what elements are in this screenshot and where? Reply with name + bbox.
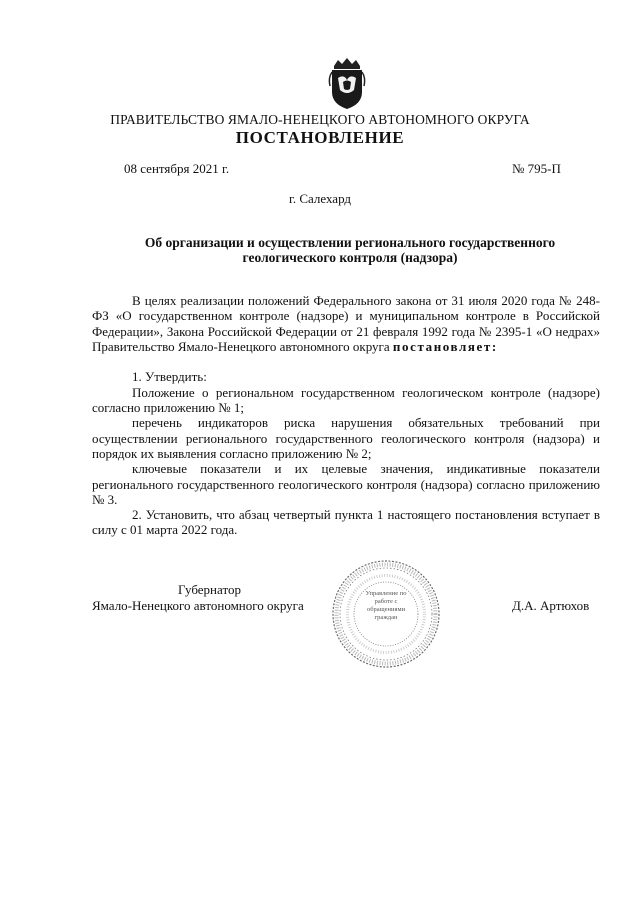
item-1-paragraph-a: Положение о региональном государственном геологическом контроле (надзоре) согласно приложению № 1; [92,384,600,416]
document-city: г. Салехард [288,191,352,206]
document-number: № 795-П [512,161,561,176]
signatory-name: Д.А. Артюхов [512,598,590,613]
document-date: 08 сентября 2021 г. [124,161,230,176]
item-2-paragraph: 2. Установить, что абзац четвертый пункта 1 настоящего постановления вступает в силу с 01 марта 2022 года. [92,507,600,538]
signatory-title: Губернатор [178,582,241,597]
seal-center-text: Управление по работе с обращениями граждан [365,590,407,621]
intro-paragraph [92,293,600,354]
document-subject: Об организации и осуществлении регионального государственного геологического контроля (надзора) [144,235,556,265]
resolves-keyword: постановляет: [392,338,498,354]
government-name: ПРАВИТЕЛЬСТВО ЯМАЛО-НЕНЕЦКОГО АВТОНОМНОГО ОКРУГА [110,112,530,127]
item-1-paragraph-b: перечень индикаторов риска нарушения обязательных требований при осуществлении регионального государственного геологического контроля (надзора) и порядок их выявления согласно приложению № 2; [92,415,600,461]
signatory-region: Ямало-Ненецкого автономного округа [92,598,304,613]
document-body [92,293,600,538]
document-type: ПОСТАНОВЛЕНИЕ [235,128,405,147]
intro-text: В целях реализации положений Федерального закона от 31 июля 2020 года № 248-ФЗ «О государственном контроле (надзоре) и муниципальном контроле в Российской Федерации», Закона Российской Федерации от 21 февраля 1992 года № 2395-1 «О недрах» Правительство Ямало-Ненецкого автономного округа [92,293,600,354]
item-1-paragraph-c: ключевые показатели и их целевые значения, индикативные показатели регионального государственного геологического контроля (надзора) согласно приложению № 3. [92,461,600,507]
coat-of-arms-icon [326,56,368,110]
item-1-heading: 1. Утвердить: [132,369,207,385]
